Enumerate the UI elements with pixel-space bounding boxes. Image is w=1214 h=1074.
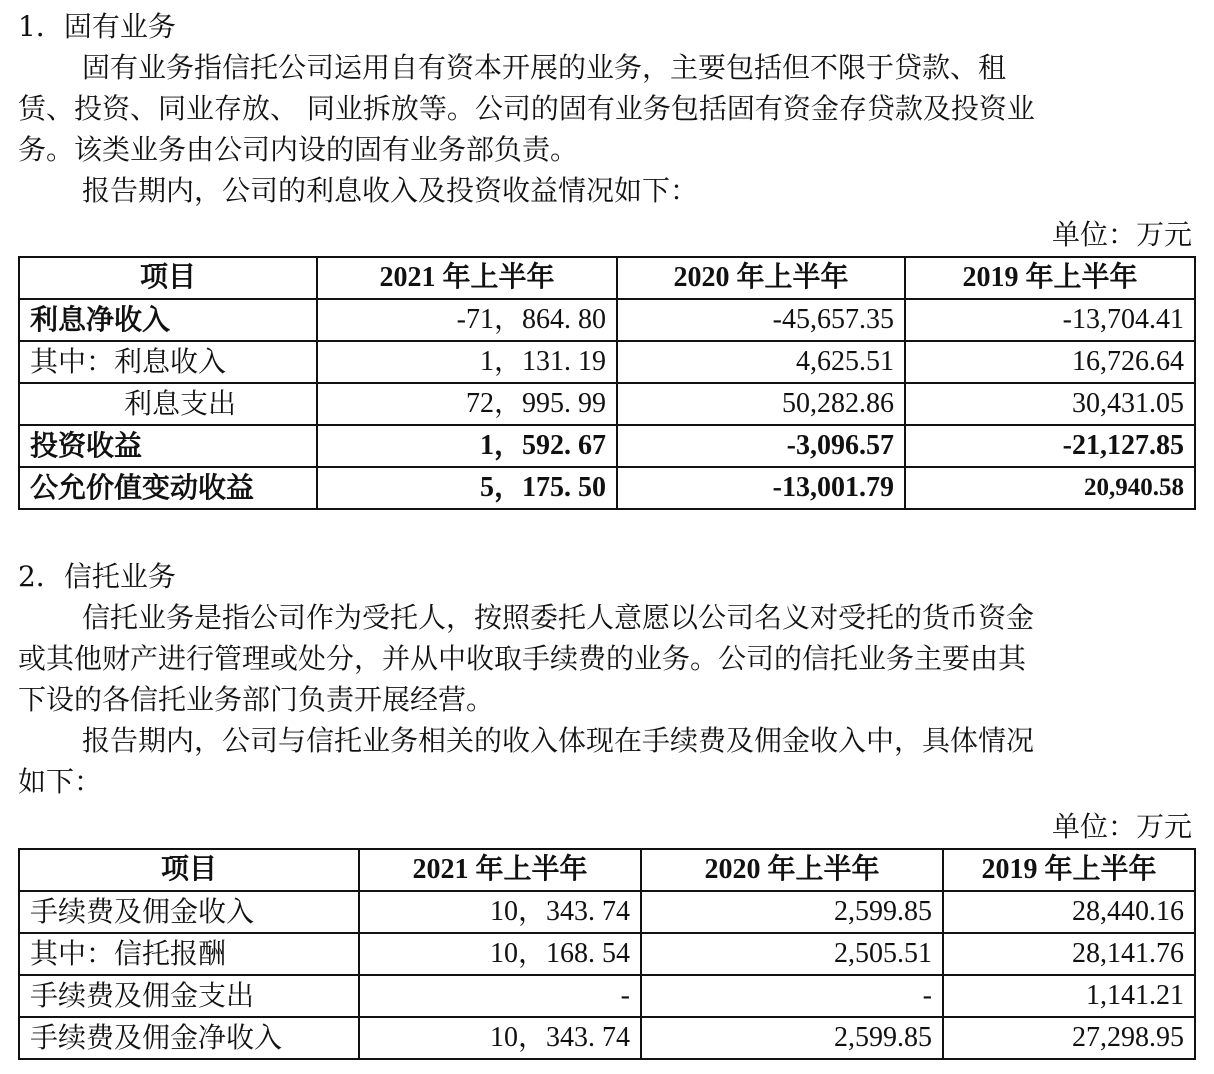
cell-value: 1,141.21: [943, 975, 1195, 1017]
row-label: 公允价值变动收益: [19, 467, 317, 509]
cell-value: 72，995. 99: [317, 383, 617, 425]
table-row: [19, 933, 1195, 975]
header-2019h1: 2019 年上半年: [943, 849, 1195, 891]
cell-value: 30,431.05: [905, 383, 1195, 425]
cell-value: 27,298.95: [943, 1017, 1195, 1059]
row-label: 其中：信托报酬: [19, 933, 359, 975]
cell-value: 5，175. 50: [317, 467, 617, 509]
cell-value: -13,704.41: [905, 299, 1195, 341]
cell-value: -71，864. 80: [317, 299, 617, 341]
cell-value: 20,940.58: [905, 467, 1195, 509]
section2-intro-line: 报告期内，公司与信托业务相关的收入体现在手续费及佣金收入中，具体情况: [82, 724, 1035, 757]
row-label: 其中：利息收入: [19, 341, 317, 383]
cell-value: 50,282.86: [617, 383, 905, 425]
section1-para-line: 固有业务指信托公司运用自有资本开展的业务，主要包括但不限于贷款、租: [82, 51, 1007, 84]
table-row: [19, 467, 1195, 509]
section1-intro: 报告期内，公司的利息收入及投资收益情况如下：: [82, 174, 699, 207]
section1-unit: 单位：万元: [1051, 218, 1192, 251]
section2-text: [18, 556, 1194, 802]
section2-para-line: 下设的各信托业务部门负责开展经营。: [18, 683, 495, 716]
table-row: [19, 383, 1195, 425]
cell-value: -: [359, 975, 641, 1017]
table-row: [19, 299, 1195, 341]
cell-value: -45,657.35: [617, 299, 905, 341]
header-item: 项目: [19, 257, 317, 299]
header-2021h1: 2021 年上半年: [317, 257, 617, 299]
cell-value: 1，131. 19: [317, 341, 617, 383]
row-label: 手续费及佣金收入: [19, 891, 359, 933]
section1-heading: 1．固有业务: [18, 10, 176, 43]
header-2019h1: 2019 年上半年: [905, 257, 1195, 299]
table-row: [19, 425, 1195, 467]
cell-value: 10，343. 74: [359, 1017, 641, 1059]
section2-intro-line: 如下：: [18, 765, 103, 798]
row-label: 手续费及佣金支出: [19, 975, 359, 1017]
table-row: [19, 891, 1195, 933]
cell-value: 10，343. 74: [359, 891, 641, 933]
header-2020h1: 2020 年上半年: [641, 849, 943, 891]
section2-heading: 2．信托业务: [18, 560, 176, 593]
section2-para-line: 信托业务是指公司作为受托人，按照委托人意愿以公司名义对受托的货币资金: [82, 601, 1035, 634]
cell-value: 16,726.64: [905, 341, 1195, 383]
section1-para-line: 赁、投资、同业存放、 同业拆放等。公司的固有业务包括固有资金存贷款及投资业: [18, 92, 1035, 125]
row-label: 利息支出: [19, 383, 317, 425]
section1-text: [18, 6, 1194, 211]
cell-value: 28,440.16: [943, 891, 1195, 933]
interest-income-table: [18, 256, 1196, 510]
cell-value: -13,001.79: [617, 467, 905, 509]
cell-value: -21,127.85: [905, 425, 1195, 467]
cell-value: 2,599.85: [641, 1017, 943, 1059]
cell-value: 4,625.51: [617, 341, 905, 383]
cell-value: 10，168. 54: [359, 933, 641, 975]
cell-value: -: [641, 975, 943, 1017]
header-2020h1: 2020 年上半年: [617, 257, 905, 299]
cell-value: 2,505.51: [641, 933, 943, 975]
header-2021h1: 2021 年上半年: [359, 849, 641, 891]
section1-para-line: 务。该类业务由公司内设的固有业务部负责。: [18, 133, 579, 166]
row-label: 利息净收入: [19, 299, 317, 341]
table-header-row: [19, 849, 1195, 891]
cell-value: 1，592. 67: [317, 425, 617, 467]
section2-unit: 单位：万元: [1051, 810, 1192, 843]
cell-value: 2,599.85: [641, 891, 943, 933]
table-row: [19, 975, 1195, 1017]
table-header-row: [19, 257, 1195, 299]
section2-para-line: 或其他财产进行管理或处分，并从中收取手续费的业务。公司的信托业务主要由其: [18, 642, 1027, 675]
trust-fee-table: [18, 848, 1196, 1060]
cell-value: 28,141.76: [943, 933, 1195, 975]
table-row: [19, 1017, 1195, 1059]
table-row: [19, 341, 1195, 383]
row-label: 投资收益: [19, 425, 317, 467]
header-item: 项目: [19, 849, 359, 891]
row-label: 手续费及佣金净收入: [19, 1017, 359, 1059]
cell-value: -3,096.57: [617, 425, 905, 467]
